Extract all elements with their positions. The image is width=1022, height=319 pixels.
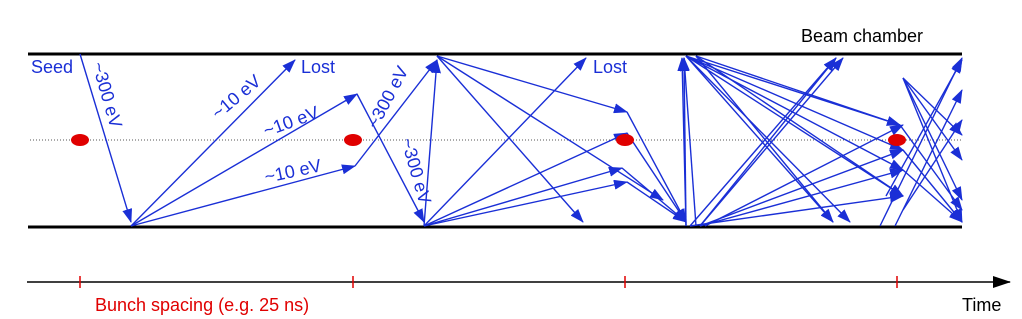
electron-trajectory-45 (903, 78, 962, 200)
electron-trajectory-17 (622, 168, 686, 222)
bunch-spacing-label: Bunch spacing (e.g. 25 ns) (95, 295, 310, 315)
electron-trajectory-8 (437, 56, 583, 222)
electron-trajectory-14 (424, 182, 627, 226)
electron-trajectory-15 (627, 112, 686, 222)
electron-trajectory-3 (131, 94, 357, 226)
lost-label-2: Lost (593, 57, 628, 77)
electron-trajectory-12 (424, 133, 627, 226)
electron-trajectory-10 (437, 56, 663, 200)
energy-10ev-label-a: ~10 eV (207, 70, 265, 124)
beam-chamber-label: Beam chamber (801, 26, 924, 46)
energy-300ev-up-label: ~300 eV (362, 62, 413, 132)
electron-trajectory-22 (686, 56, 833, 222)
lost-label-1: Lost (301, 57, 336, 77)
seed-label: Seed (31, 57, 74, 77)
energy-10ev-label-b: ~10 eV (260, 102, 322, 141)
energy-300ev-down-label: ~300 eV (397, 135, 436, 207)
electron-trajectory-18 (627, 182, 686, 222)
electron-trajectory-2 (131, 60, 295, 226)
bunch-1 (71, 134, 89, 146)
energy-seed-label: ~300 eV (88, 59, 127, 131)
energy-10ev-label-c: ~10 eV (262, 155, 324, 187)
bunch-3 (616, 134, 634, 146)
electron-trajectory-13 (424, 168, 622, 226)
electron-trajectories (80, 54, 962, 226)
bunch-2 (344, 134, 362, 146)
electron-trajectory-25 (686, 56, 903, 170)
electron-trajectory-29 (696, 56, 903, 196)
electron-trajectory-16 (627, 133, 686, 222)
bunch-4 (888, 134, 906, 146)
electron-trajectory-44 (903, 78, 962, 160)
electron-trajectory-26 (686, 56, 903, 150)
time-axis-label: Time (962, 295, 1002, 315)
electron-trajectory-11 (424, 58, 586, 226)
